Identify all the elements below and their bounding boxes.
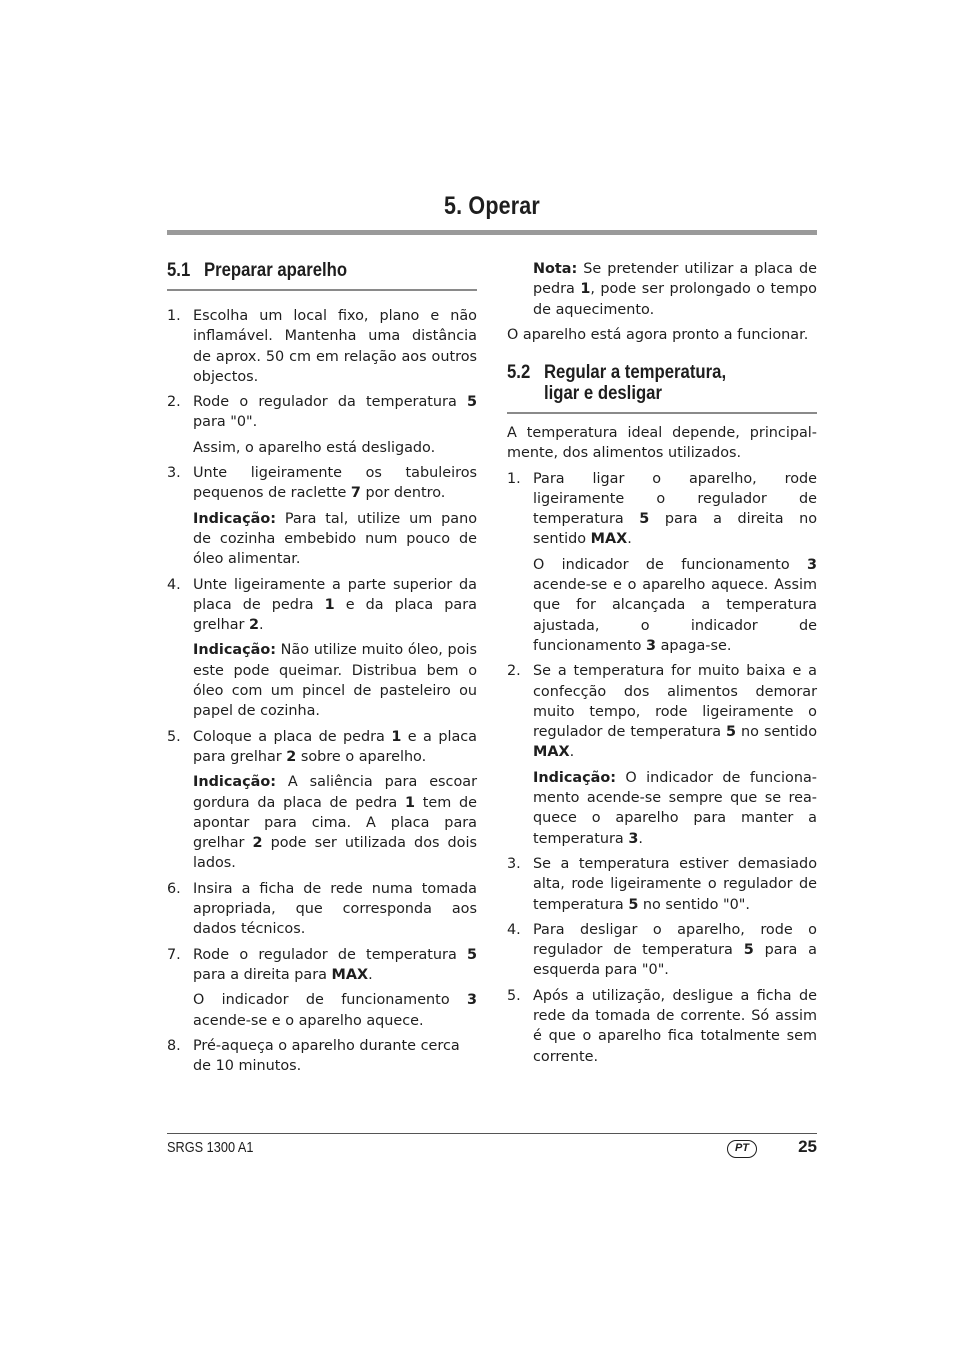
list-item: 8. Pré-aqueça o aparelho durante cerca de 10 minutos. xyxy=(167,1037,460,1075)
list-item: 4. Unte ligeiramente a parte superior da placa de pedra 1 e da placa para grelhar 2. xyxy=(167,576,477,634)
section-title-line1: Regular a temperatura, xyxy=(543,362,727,383)
list-item: 2. Se a temperatura for muito baixa e a confecção dos alimentos demorar muito tempo, rode ligeiramente o regulador de temperatura 5 no sentido MAX. xyxy=(507,663,817,761)
section-5-2-header xyxy=(507,362,817,414)
list-item-note: Assim, o aparelho está desligado. xyxy=(193,439,436,456)
list-item: 3. Unte ligeiramente os tabuleiros pequenos de raclette 7 por dentro. xyxy=(167,465,477,502)
list-item: 5. Coloque a placa de pedra 1 e a placa para grelhar 2 sobre o aparelho. xyxy=(167,728,478,765)
footer-rule xyxy=(167,1133,817,1134)
list-item-note: Indicação: Não utilize muito óleo, pois este pode queimar. Distribua bem o óleo com um pincel de pasteleiro ou papel de cozinha. xyxy=(193,642,477,720)
list-item-note: Indicação: Para tal, utilize um pano de cozinha embebido num pouco de óleo alimentar. xyxy=(193,510,477,568)
section-rule xyxy=(507,412,817,414)
list-item: 6. Insira a ficha de rede numa tomada apropriada, que corresponda aos dados técnicos. xyxy=(167,880,477,938)
title-rule xyxy=(167,230,817,235)
list-item: 4. Para desligar o aparelho, rode o regulador de temperatura 5 para a esquerda para "0". xyxy=(507,921,818,979)
language-badge: PT xyxy=(727,1140,757,1158)
list-item: 1. Escolha um local fixo, plano e não inflamável. Mantenha uma distância de aprox. 50 cm em relação aos outros objectos. xyxy=(167,308,477,385)
section-5-2-body xyxy=(507,423,817,1067)
ready-text: O aparelho está agora pronto a funcionar. xyxy=(507,326,809,343)
list-item: 3. Se a temperatura estiver demasiado alta, rode ligeiramente o regulador de temperatura 5 no sentido "0". xyxy=(507,855,817,913)
section-title-line2: ligar e desligar xyxy=(543,383,662,404)
section-intro: A temperatura ideal depende, principal-mente, dos alimentos utilizados. xyxy=(507,425,817,462)
list-item: 1. Para ligar o aparelho, rode ligeiramente o regulador de temperatura 5 para a direita no sentido MAX. xyxy=(507,470,817,548)
section-5-1-list xyxy=(167,306,477,1076)
page-number: 25 xyxy=(798,1137,817,1156)
list-item: 2. Rode o regulador da temperatura 5 para "0". xyxy=(167,394,477,431)
list-item-note: O indicador de funcionamento 3 acende-se e o aparelho aquece. Assim que for alcançada a temperatura ajustada, o indicador de funcionamento 3 apaga-se. xyxy=(533,556,817,654)
nota-text: Nota: Se pretender utilizar a placa de pedra 1, pode ser prolongado o tempo de aquecimento. xyxy=(533,261,817,318)
section-5-1-header xyxy=(167,260,477,291)
list-item-note: Indicação: A saliência para escoar gordura da placa de pedra 1 tem de apontar para cima. A placa para grelhar 2 pode ser utilizada dos dois lados. xyxy=(193,774,477,872)
section-rule xyxy=(167,289,477,291)
section-number: 5.2 xyxy=(507,362,531,383)
footer-model: SRGS 1300 A1 xyxy=(167,1139,254,1156)
list-item: 5. Após a utilização, desligue a ficha de rede da tomada de corrente. Só assim é que o aparelho fica totalmente sem corrente. xyxy=(507,987,817,1065)
list-item-note: Indicação: O indicador de funciona-mento acende-se sempre que se rea-quece o aparelho para manter a temperatura 3. xyxy=(533,769,817,847)
list-item-note: O indicador de funcionamento 3 acende-se e o aparelho aquece. xyxy=(193,992,477,1029)
section-title: Preparar aparelho xyxy=(203,260,348,281)
nota-block xyxy=(507,259,817,345)
page-title: 5. Operar xyxy=(444,192,540,220)
list-item: 7. Rode o regulador de temperatura 5 para a direita para MAX. xyxy=(167,946,477,983)
section-number: 5.1 xyxy=(167,260,191,281)
